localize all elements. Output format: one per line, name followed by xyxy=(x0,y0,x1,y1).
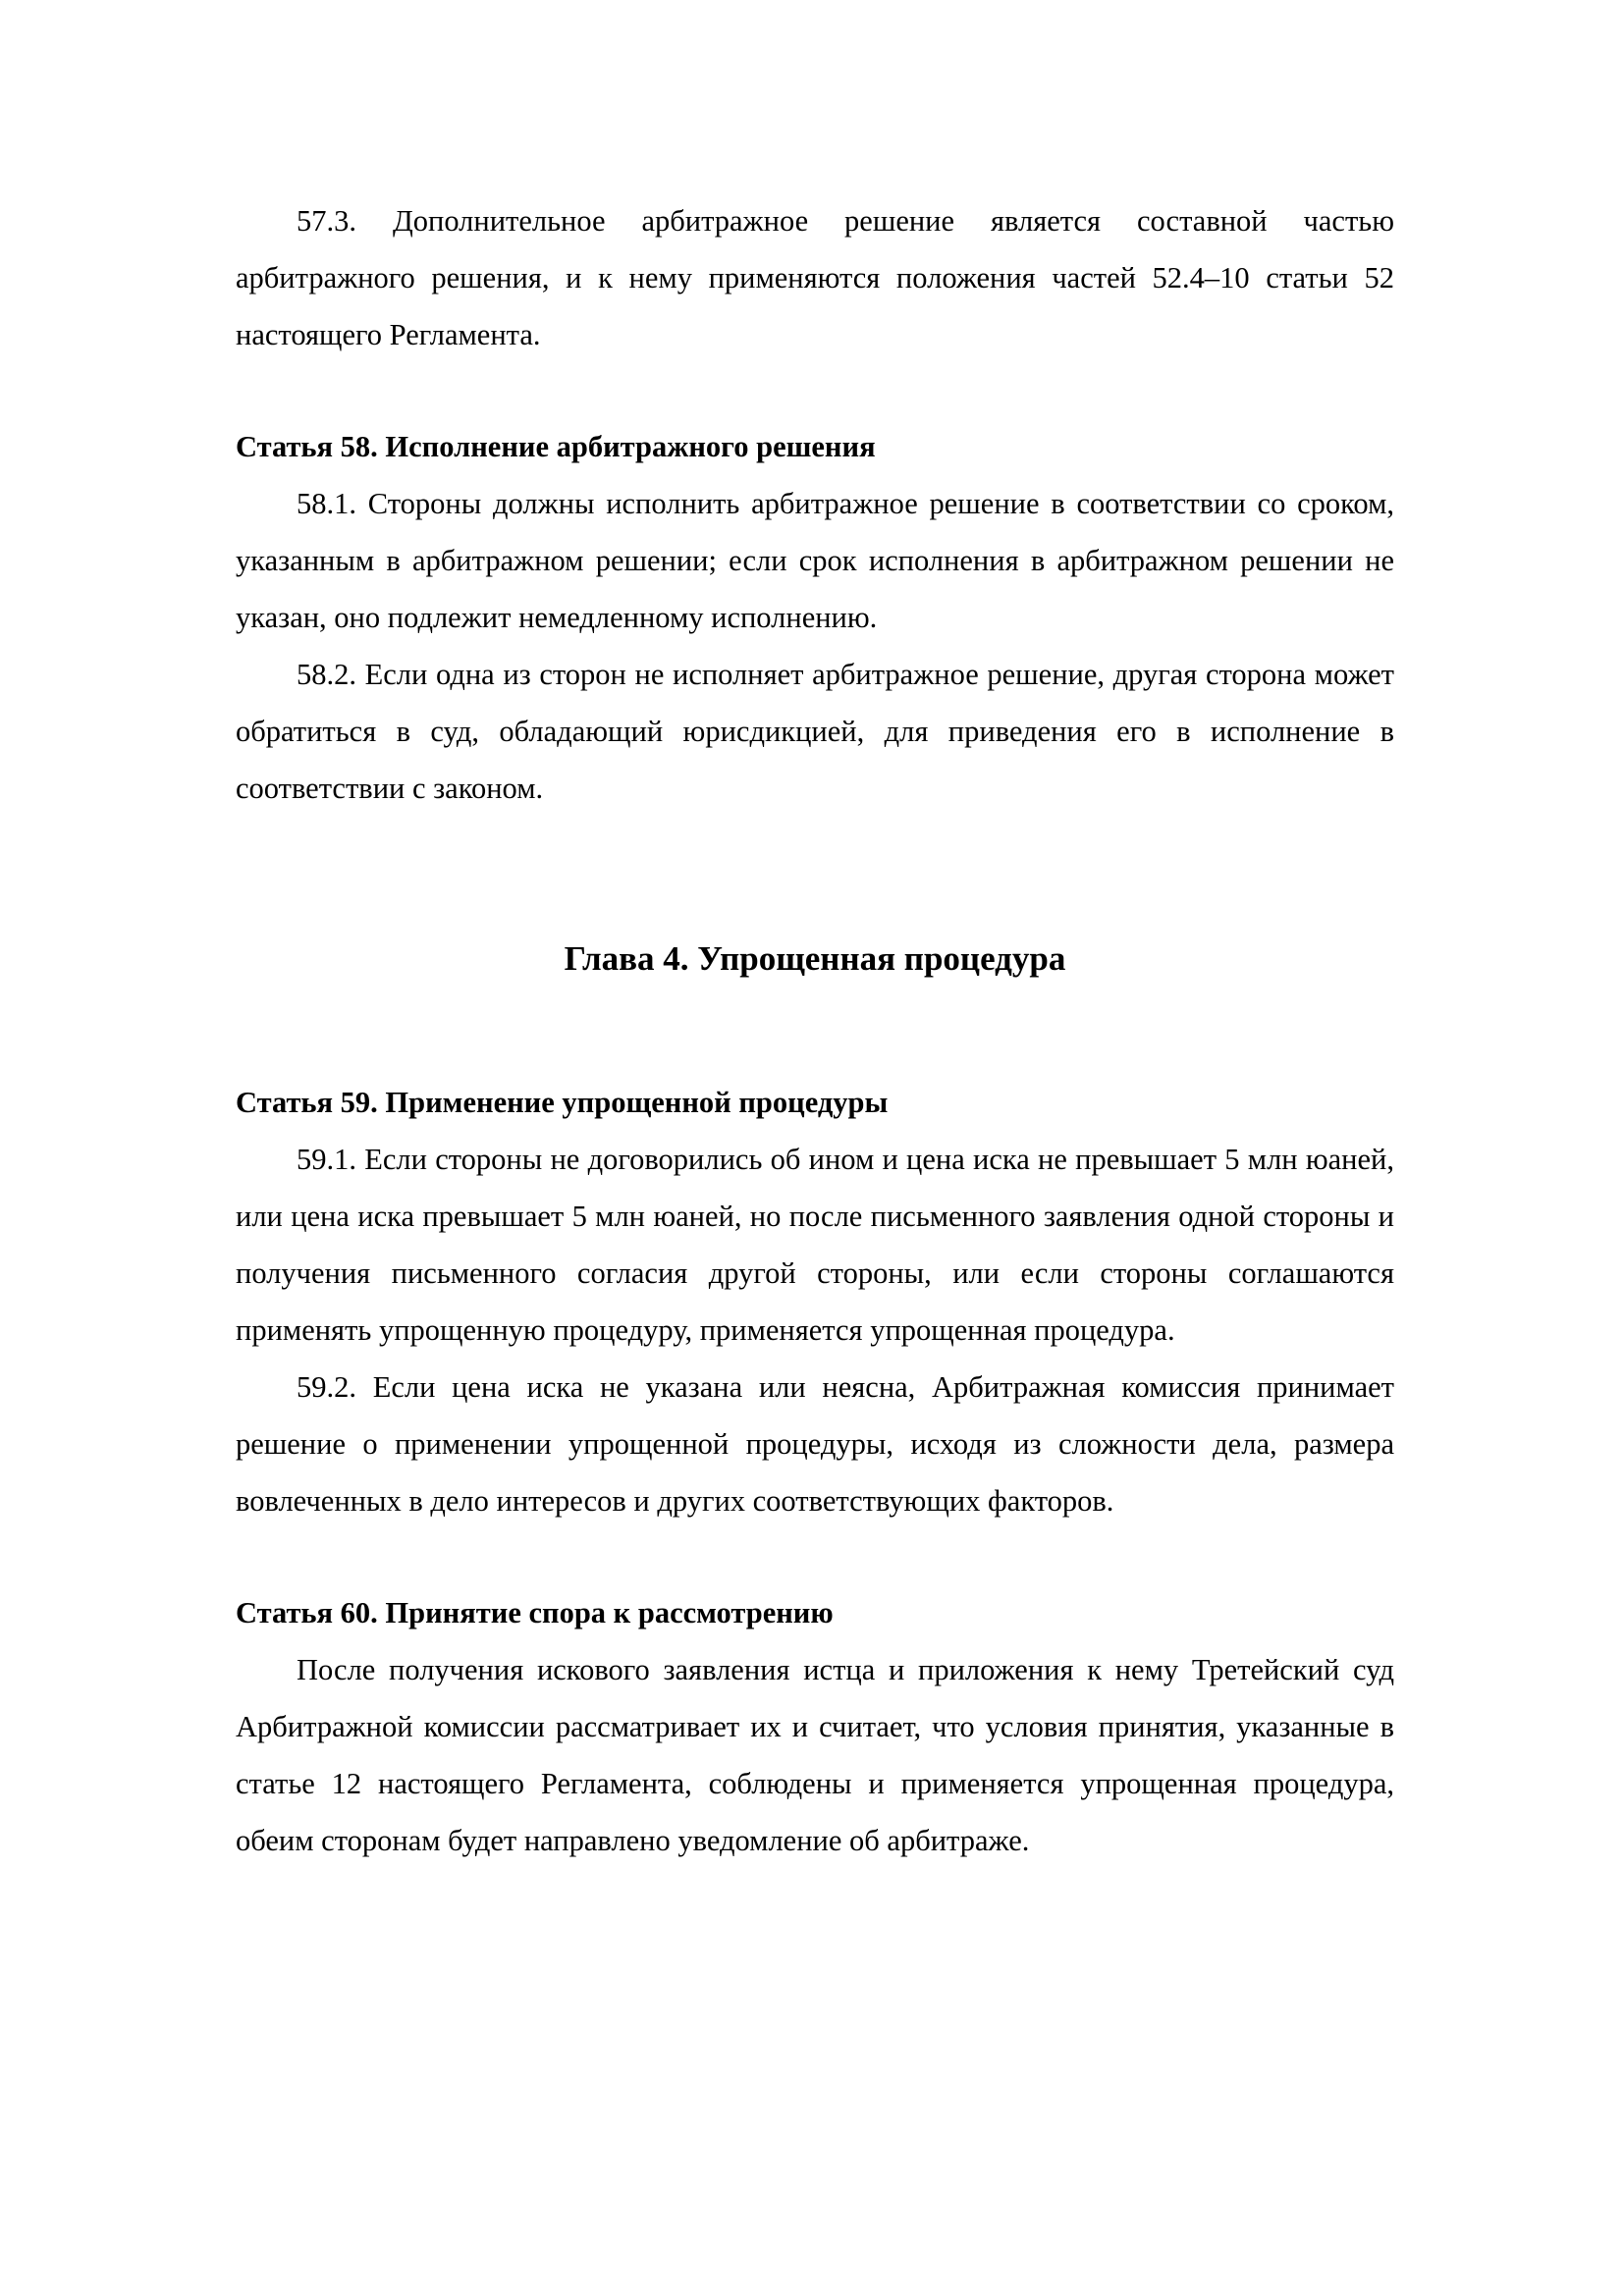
spacer xyxy=(236,988,1394,1074)
paragraph-59-2: 59.2. Если цена иска не указана или неясна, Арбитражная комиссия принимает решение о применении упрощенной процедуры, исходя из сложности дела, размера вовлеченных в дело интересов и других соответствующих факторов. xyxy=(236,1370,1394,1518)
paragraph-58-1: 58.1. Стороны должны исполнить арбитражное решение в соответствии со сроком, указанным в арбитражном решении; если срок исполнения в арбитражном решении не указан, оно подлежит немедленному исполнению. xyxy=(236,487,1394,634)
paragraph-58-2: 58.2. Если одна из сторон не исполняет арбитражное решение, другая сторона может обратиться в суд, обладающий юрисдикцией, для приведения его в исполнение в соответствии с законом. xyxy=(236,658,1394,805)
heading-article-60: Статья 60. Принятие спора к рассмотрению xyxy=(236,1596,834,1629)
spacer xyxy=(236,1529,1394,1584)
paragraph-57-3: 57.3. Дополнительное арбитражное решение является составной частью арбитражного решения, и к нему применяются положения частей 52.4–10 статьи 52 настоящего Регламента. xyxy=(236,204,1394,351)
heading-chapter-4: Глава 4. Упрощенная процедура xyxy=(564,939,1066,978)
heading-article-58: Статья 58. Исполнение арбитражного решения xyxy=(236,430,876,463)
heading-article-59: Статья 59. Применение упрощенной процедуры xyxy=(236,1086,889,1119)
paragraph-59-1: 59.1. Если стороны не договорились об ином и цена иска не превышает 5 млн юаней, или цена иска превышает 5 млн юаней, но после письменного заявления одной стороны и получения письменного согласия другой стороны, или если стороны соглашаются применять упрощенную процедуру, применяется упрощенная процедура. xyxy=(236,1143,1394,1347)
spacer xyxy=(236,817,1394,931)
document-body xyxy=(236,192,1394,1869)
paragraph-60-body: После получения искового заявления истца и приложения к нему Третейский суд Арбитражной комиссии рассматривает их и считает, что условия принятия, указанные в статье 12 настоящего Регламента, соблюдены и применяется упрощенная процедура, обеим сторонам будет направлено уведомление об арбитраже. xyxy=(236,1653,1394,1857)
spacer xyxy=(236,363,1394,418)
